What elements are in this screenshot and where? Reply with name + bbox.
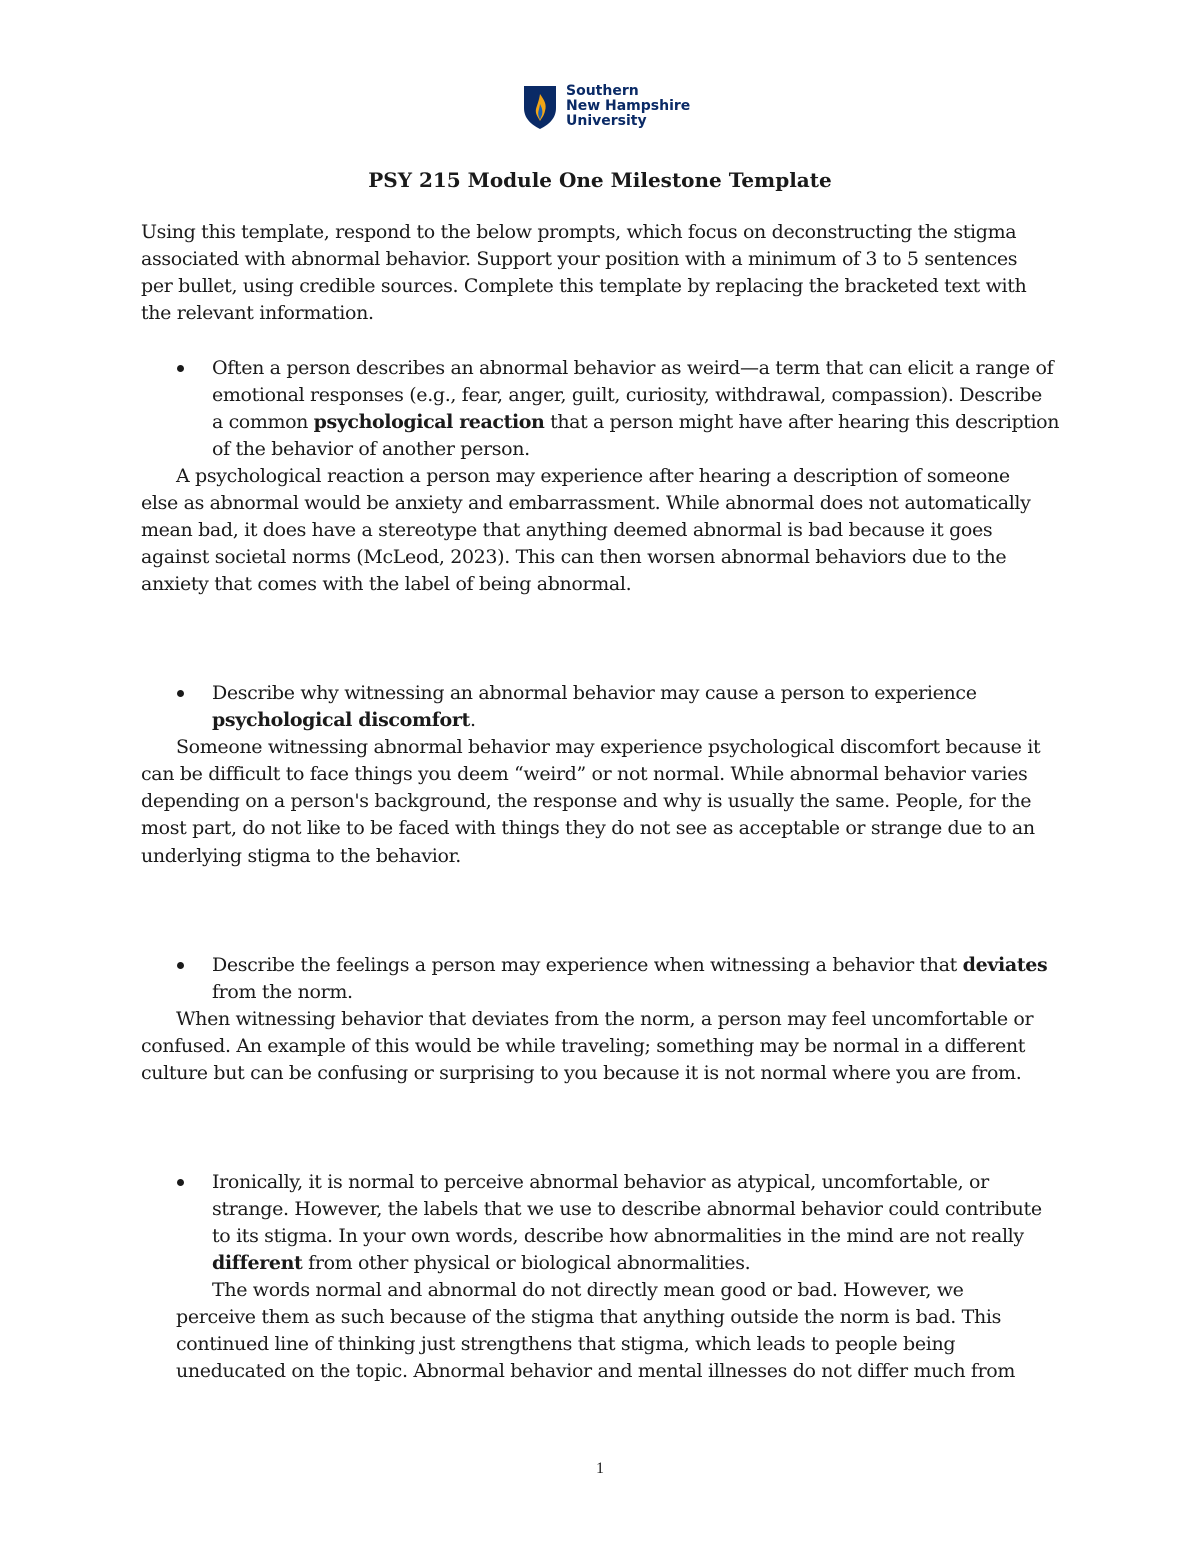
prompt-2-line (212, 707, 476, 734)
answer-3-line: confused. An example of this would be while traveling; something may be normal in a different (141, 1035, 1026, 1057)
document-title: PSY 215 Module One Milestone Template (368, 168, 832, 192)
emphasis-psychological-discomfort: psychological discomfort (212, 709, 470, 731)
prompt-2-text: . (469, 709, 476, 731)
prompt-4-line (212, 1250, 750, 1277)
logo-wordmark (566, 84, 690, 129)
answer-4-line: continued line of thinking just strengthens that stigma, which leads to people being (176, 1333, 956, 1355)
prompt-1-line (212, 409, 1059, 436)
prompt-1-text: that a person might have after hearing this description (544, 411, 1060, 433)
emphasis-deviates: deviates (962, 954, 1048, 976)
answer-1-line: A psychological reaction a person may experience after hearing a description of someone (176, 465, 1010, 487)
prompt-1-text: a common (212, 411, 314, 433)
intro-line: associated with abnormal behavior. Support your position with a minimum of 3 to 5 sentences (141, 248, 1018, 270)
shield-flame-icon (522, 84, 558, 130)
answer-2-line: can be difficult to face things you deem “weird” or not normal. While abnormal behavior varies (141, 763, 1028, 785)
prompt-4-text: from other physical or biological abnormalities. (302, 1252, 751, 1274)
answer-3-line: culture but can be confusing or surprising to you because it is not normal where you are from. (141, 1062, 1022, 1084)
prompt-4-line: to its stigma. In your own words, describe how abnormalities in the mind are not really (212, 1225, 1024, 1247)
prompt-3-text: Describe the feelings a person may experience when witnessing a behavior that (212, 954, 963, 976)
answer-1-line: against societal norms (McLeod, 2023). This can then worsen abnormal behaviors due to the (141, 546, 1007, 568)
emphasis-different: different (212, 1252, 303, 1274)
logo-line: Southern (566, 83, 639, 99)
prompt-3-line (212, 952, 1047, 979)
prompt-4-line: Ironically, it is normal to perceive abnormal behavior as atypical, uncomfortable, or (212, 1171, 989, 1193)
answer-4-line: perceive them as such because of the stigma that anything outside the norm is bad. This (176, 1306, 1001, 1328)
answer-3-line: When witnessing behavior that deviates from the norm, a person may feel uncomfortable or (176, 1008, 1034, 1030)
prompt-4-line: strange. However, the labels that we use to describe abnormal behavior could contribute (212, 1198, 1042, 1220)
page-number: 1 (596, 1460, 604, 1477)
answer-2-line: underlying stigma to the behavior. (141, 845, 461, 867)
answer-2-line: depending on a person's background, the response and why is usually the same. People, for the (141, 790, 1032, 812)
answer-1-line: mean bad, it does have a stereotype that anything deemed abnormal is bad because it goes (141, 519, 993, 541)
prompt-1-line: Often a person describes an abnormal behavior as weird—a term that can elicit a range of (212, 357, 1054, 379)
prompt-2-line: Describe why witnessing an abnormal behavior may cause a person to experience (212, 682, 977, 704)
prompt-1-line: of the behavior of another person. (212, 438, 530, 460)
bullet-icon (177, 1179, 184, 1186)
answer-4-line: uneducated on the topic. Abnormal behavior and mental illnesses do not differ much from (176, 1360, 1016, 1382)
snhu-logo (520, 84, 690, 134)
answer-1-line: anxiety that comes with the label of being abnormal. (141, 573, 632, 595)
answer-1-line: else as abnormal would be anxiety and embarrassment. While abnormal does not automatically (141, 492, 1031, 514)
bullet-icon (177, 365, 184, 372)
logo-line: University (566, 113, 647, 129)
intro-line: the relevant information. (141, 302, 374, 324)
answer-2-line: Someone witnessing abnormal behavior may experience psychological discomfort because it (176, 736, 1041, 758)
emphasis-psychological-reaction: psychological reaction (313, 411, 545, 433)
logo-line: New Hampshire (566, 98, 691, 114)
intro-line: Using this template, respond to the below prompts, which focus on deconstructing the stigma (141, 221, 1017, 243)
prompt-1-line: emotional responses (e.g., fear, anger, guilt, curiosity, withdrawal, compassion). Describe (212, 384, 1042, 406)
answer-4-line: The words normal and abnormal do not directly mean good or bad. However, we (212, 1279, 964, 1301)
bullet-icon (177, 962, 184, 969)
answer-2-line: most part, do not like to be faced with things they do not see as acceptable or strange due to an (141, 817, 1035, 839)
intro-line: per bullet, using credible sources. Complete this template by replacing the bracketed text with (141, 275, 1027, 297)
bullet-icon (177, 690, 184, 697)
prompt-3-line: from the norm. (212, 981, 353, 1003)
